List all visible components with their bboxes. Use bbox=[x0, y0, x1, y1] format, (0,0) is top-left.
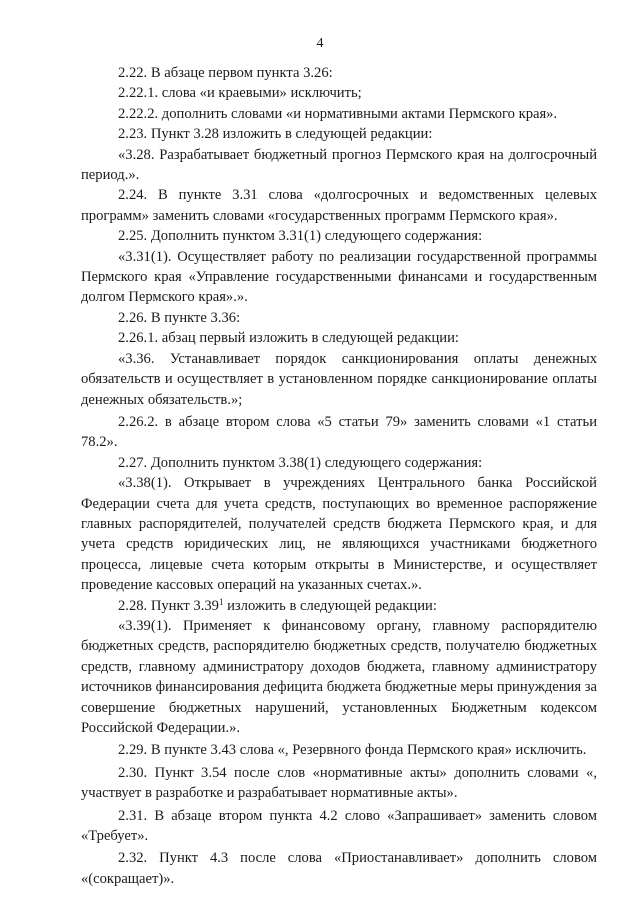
document-body bbox=[81, 63, 597, 889]
quote-3-39-1: «3.39(1). Применяет к финансовому органу, главному распорядителю бюджетных средств, распорядителю бюджетных средств, получателю бюджетных средств, главному администратору доходов бюджета, главному администратору источников финансирования дефицита бюджета бюджетные меры принуждения за совершение бюджетных нарушений, установленных Бюджетным кодексом Российской Федерации.». bbox=[81, 617, 597, 736]
paragraph-2-28-start: 2.28. Пункт 3.39 bbox=[118, 597, 219, 614]
superscript-marker: 1 bbox=[218, 596, 224, 607]
paragraph-2-22: 2.22. В абзаце первом пункта 3.26: bbox=[118, 65, 333, 81]
quote-3-36: «3.36. Устанавливает порядок санкционирования оплаты денежных обязательств и осуществляет в установленном порядке санкционирование оплаты денежных обязательств.»; bbox=[81, 350, 597, 408]
paragraph-2-22-2: 2.22.2. дополнить словами «и нормативными актами Пермского края». bbox=[118, 105, 558, 122]
paragraph-2-26: 2.26. В пункте 3.36: bbox=[118, 309, 241, 326]
paragraph-2-26-2: 2.26.2. в абзаце втором слова «5 статьи 79» заменить словами «1 статьи 78.2». bbox=[81, 413, 597, 451]
paragraph-2-28 bbox=[81, 596, 597, 616]
paragraph-2-26-1: 2.26.1. абзац первый изложить в следующей редакции: bbox=[118, 330, 459, 347]
paragraph-2-32: 2.32. Пункт 4.3 после слова «Приостанавливает» дополнить словом «(сокращает)». bbox=[81, 850, 597, 887]
quote-3-31-1: «3.31(1). Осуществляет работу по реализации государственной программы Пермского края «Управление государственными финансами и государственным долгом Пермского края».». bbox=[81, 248, 597, 306]
quote-3-38-1: «3.38(1). Открывает в учреждениях Центрального банка Российской Федерации счета для учета средств, поступающих во временное распоряжение главных распорядителей, получателей средств бюджета Пермского края, и для учета средств юридических лиц, не являющихся участниками бюджетного процесса, лицевые счета которым открыты в Министерстве, и осуществляет проведение кассовых операций на указанных счетах.». bbox=[81, 475, 597, 594]
paragraph-2-29: 2.29. В пункте 3.43 слова «, Резервного фонда Пермского края» исключить. bbox=[118, 742, 587, 759]
page-number: 4 bbox=[316, 36, 324, 51]
paragraph-2-28-end: изложить в следующей редакции: bbox=[223, 597, 437, 614]
paragraph-2-23: 2.23. Пункт 3.28 изложить в следующей редакции: bbox=[118, 126, 433, 143]
paragraph-2-30: 2.30. Пункт 3.54 после слов «нормативные акты» дополнить словами «, участвует в разработке и разрабатывает нормативные акты». bbox=[81, 764, 597, 802]
paragraph-2-24: 2.24. В пункте 3.31 слова «долгосрочных и ведомственных целевых программ» заменить словами «государственных программ Пермского края». bbox=[81, 187, 597, 224]
paragraph-2-22-1: 2.22.1. слова «и краевыми» исключить; bbox=[118, 85, 362, 102]
quote-3-28: «3.28. Разрабатывает бюджетный прогноз Пермского края на долгосрочный период.». bbox=[81, 146, 597, 184]
paragraph-2-31: 2.31. В абзаце втором пункта 4.2 слово «Запрашивает» заменить словом «Требует». bbox=[81, 807, 597, 845]
paragraph-2-27: 2.27. Дополнить пунктом 3.38(1) следующего содержания: bbox=[118, 454, 483, 471]
paragraph-2-25: 2.25. Дополнить пунктом 3.31(1) следующего содержания: bbox=[118, 228, 483, 245]
